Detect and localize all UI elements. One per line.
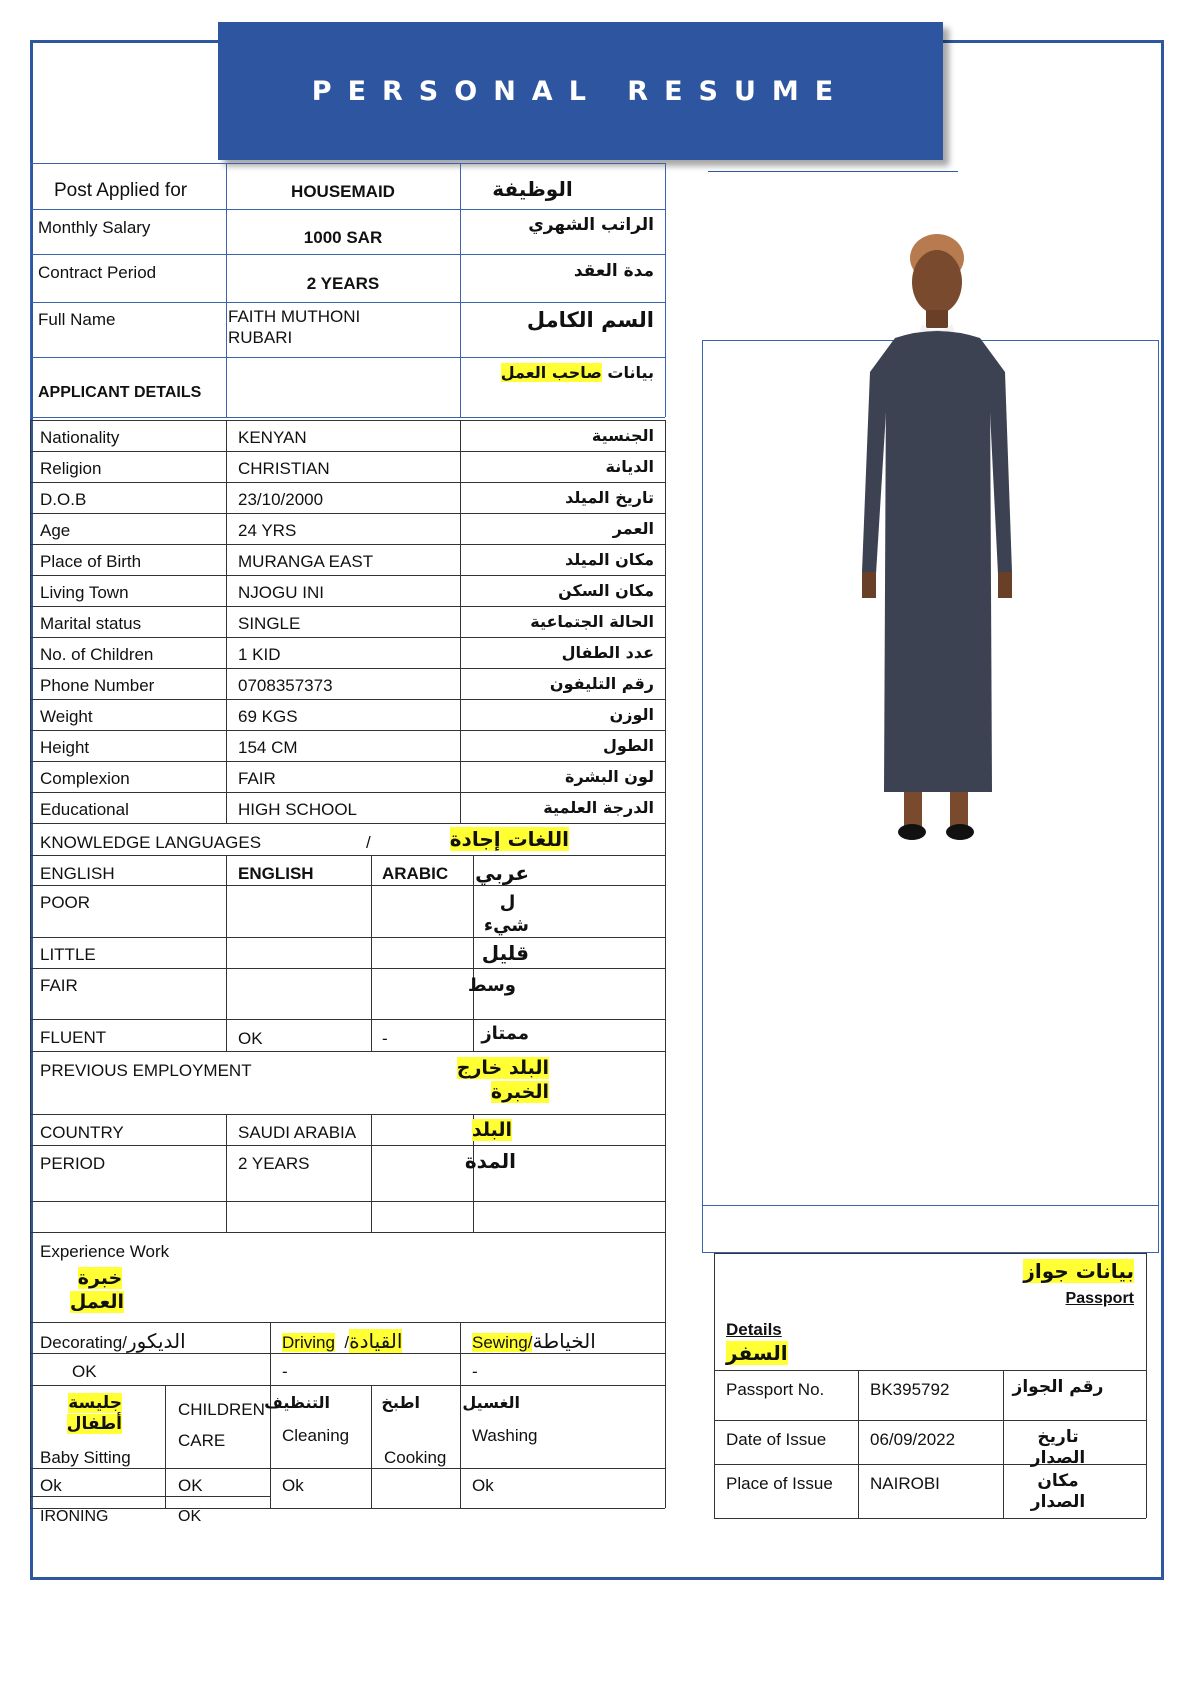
lang-poor-label: POOR <box>40 893 91 912</box>
cooking-label: Cooking <box>384 1448 447 1467</box>
detail-arabic: مكان السكن <box>558 581 654 600</box>
passport-label: Passport No. <box>726 1380 825 1399</box>
passport-arabic: تاريخ الصدار <box>1030 1427 1086 1469</box>
fullname-value: FAITH MUTHONI RUBARI <box>228 307 361 348</box>
detail-arabic: العمر <box>612 519 654 538</box>
lang-fluent-label: FLUENT <box>40 1028 107 1047</box>
country-arabic: البلد <box>471 1119 512 1141</box>
detail-value: SINGLE <box>238 614 301 633</box>
country-label: COUNTRY <box>40 1123 124 1142</box>
detail-value: KENYAN <box>238 428 307 447</box>
fullname-label: Full Name <box>38 310 116 329</box>
country-value: SAUDI ARABIA <box>238 1123 357 1142</box>
passport-label: Date of Issue <box>726 1430 827 1449</box>
detail-arabic: الحالة الجتماعية <box>530 612 654 631</box>
washing-value: Ok <box>472 1476 494 1495</box>
passport-travel-arabic: السفر <box>726 1341 788 1365</box>
languages-title: KNOWLEDGE LANGUAGES <box>40 833 262 852</box>
passport-label: Place of Issue <box>726 1474 833 1493</box>
detail-label: Place of Birth <box>40 552 142 571</box>
skill-driving: Driving /القيادة <box>282 1329 403 1353</box>
cleaning-value: Ok <box>282 1476 304 1495</box>
passport-arabic: رقم الجواز <box>1012 1377 1104 1397</box>
post-arabic: الوظيفة <box>492 177 573 201</box>
detail-value: 0708357373 <box>238 676 333 695</box>
employment-title: PREVIOUS EMPLOYMENT <box>40 1061 252 1080</box>
detail-arabic: لون البشرة <box>565 767 654 786</box>
decorating-value: OK <box>72 1362 97 1381</box>
lang-fluent-english: OK <box>238 1029 263 1048</box>
skill-sewing: Sewing/الخياطة <box>472 1329 596 1353</box>
salary-label: Monthly Salary <box>38 218 151 237</box>
passport-value: 06/09/2022 <box>870 1430 956 1449</box>
detail-arabic: الديانة <box>605 457 654 476</box>
applicant-details-label: APPLICANT DETAILS <box>38 384 202 401</box>
passport-value: BK395792 <box>870 1380 950 1399</box>
experience-title: Experience Work <box>40 1242 170 1261</box>
detail-arabic: رقم التليفون <box>549 674 654 693</box>
detail-value: CHRISTIAN <box>238 459 330 478</box>
children-care-label: CHILDREN CARE <box>178 1400 265 1450</box>
ironing-label: IRONING <box>40 1508 109 1525</box>
cooking-arabic: اطبخ <box>381 1393 420 1412</box>
baby-sitting-value: Ok <box>40 1476 62 1495</box>
detail-value: 1 KID <box>238 645 281 664</box>
passport-title: Passport <box>1065 1290 1134 1307</box>
washing-label: Washing <box>472 1426 538 1445</box>
detail-arabic: الجنسية <box>591 426 654 445</box>
period-arabic: المدة <box>464 1149 516 1173</box>
detail-arabic: الوزن <box>609 705 654 724</box>
divider <box>708 171 958 172</box>
lang-fair-label: FAIR <box>40 976 78 995</box>
lang-col-arabic: ARABIC <box>382 864 449 883</box>
lang-poor-arabic: ل شيء <box>483 892 529 936</box>
detail-label: Religion <box>40 459 102 478</box>
children-care-value: OK <box>178 1476 203 1495</box>
detail-label: Age <box>40 521 71 540</box>
period-label: PERIOD <box>40 1154 106 1173</box>
detail-arabic: مكان الميلد <box>565 550 654 569</box>
detail-label: Nationality <box>40 428 120 447</box>
lang-fluent-arabic: - <box>382 1029 388 1048</box>
passport-title-arabic: بيانات جواز <box>1023 1259 1134 1283</box>
salary-value: 1000 SAR <box>303 228 383 247</box>
lang-head-english: ENGLISH <box>40 864 115 883</box>
baby-sitting-arabic: جليسة أطفال <box>66 1393 122 1435</box>
post-label: Post Applied for <box>54 180 188 201</box>
detail-arabic: الطول <box>603 736 654 755</box>
lang-little-label: LITTLE <box>40 945 96 964</box>
sewing-value: - <box>472 1362 478 1381</box>
contract-arabic: مدة العقد <box>573 261 654 281</box>
passport-arabic: مكان الصدار <box>1030 1471 1086 1513</box>
title-banner <box>218 22 943 160</box>
washing-arabic: الغسيل <box>462 1393 520 1412</box>
detail-label: Living Town <box>40 583 129 602</box>
detail-label: D.O.B <box>40 490 87 509</box>
detail-value: FAIR <box>238 769 276 788</box>
languages-title-arabic: اللغات إجادة <box>449 827 569 851</box>
employer-details-arabic: بيانات صاحب العمل <box>500 363 654 382</box>
photo-caption-box <box>702 1205 1159 1253</box>
contract-label: Contract Period <box>38 263 157 282</box>
baby-sitting-label: Baby Sitting <box>40 1448 131 1467</box>
detail-label: Height <box>40 738 90 757</box>
lang-col-english: ENGLISH <box>238 864 314 883</box>
detail-label: Phone Number <box>40 676 155 695</box>
banner-title: PERSONAL RESUME <box>311 75 850 107</box>
detail-arabic: تاريخ الميلد <box>565 488 654 507</box>
employment-title-arabic: البلد خارج الخبرة <box>456 1057 549 1103</box>
lang-head-arabic: عربي <box>475 861 529 885</box>
detail-value: 23/10/2000 <box>238 490 324 509</box>
detail-value: HIGH SCHOOL <box>238 800 358 819</box>
passport-value: NAIROBI <box>870 1474 940 1493</box>
detail-arabic: الدرجة العلمية <box>543 798 654 817</box>
passport-details-label: Details <box>726 1320 782 1339</box>
period-value: 2 YEARS <box>238 1154 310 1173</box>
detail-label: Complexion <box>40 769 130 788</box>
ironing-value: OK <box>178 1508 202 1525</box>
fullname-arabic: السم الكامل <box>526 308 654 332</box>
contract-value: 2 YEARS <box>306 274 380 293</box>
detail-value: 154 CM <box>238 738 298 757</box>
skill-decorating: Decorating/الديكور <box>40 1329 186 1353</box>
lang-fluent-arabic-label: ممتاز <box>481 1023 529 1044</box>
lang-little-arabic: قليل <box>481 941 529 965</box>
detail-arabic: عدد الطفال <box>561 643 654 662</box>
lang-fair-arabic: وسط <box>467 975 516 996</box>
experience-title-arabic: خبرة العمل <box>69 1267 124 1313</box>
detail-value: NJOGU INI <box>238 583 324 602</box>
cleaning-label: Cleaning <box>282 1426 350 1445</box>
detail-value: 24 YRS <box>238 521 297 540</box>
languages-slash: / <box>366 833 371 852</box>
applicant-photo <box>840 232 1030 842</box>
post-value: HOUSEMAID <box>291 182 395 201</box>
detail-value: 69 KGS <box>238 707 298 726</box>
detail-label: Weight <box>40 707 93 726</box>
detail-label: No. of Children <box>40 645 154 664</box>
driving-value: - <box>282 1362 288 1381</box>
salary-arabic: الراتب الشهري <box>528 215 654 235</box>
detail-label: Marital status <box>40 614 142 633</box>
cleaning-arabic: التنظيف <box>264 1393 330 1412</box>
detail-label: Educational <box>40 800 129 819</box>
detail-value: MURANGA EAST <box>238 552 374 571</box>
